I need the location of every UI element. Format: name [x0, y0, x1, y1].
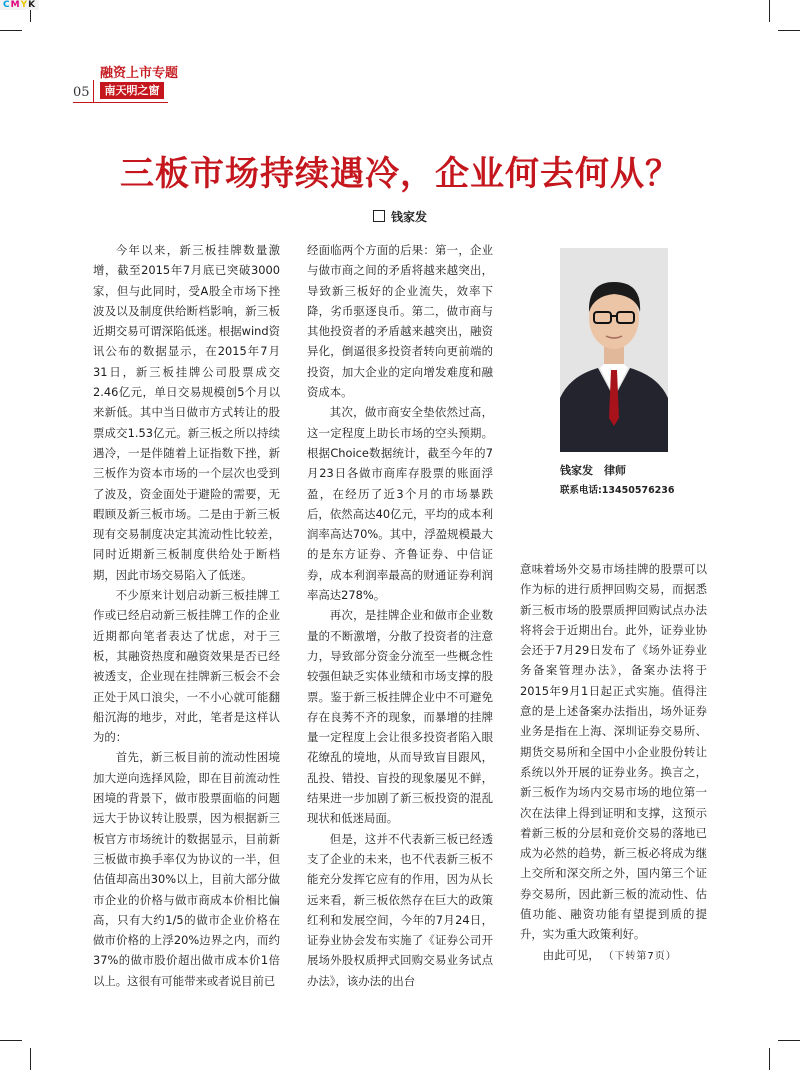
header-divider	[93, 80, 94, 102]
crop-mark	[0, 30, 22, 31]
closing-text: 由此可见，	[542, 947, 600, 962]
cmyk-print-marker: CMYK	[0, 0, 39, 10]
crop-mark	[778, 1040, 800, 1041]
header-underline	[73, 102, 168, 103]
author-caption-phone: 联系电话:13450576236	[560, 485, 675, 496]
crop-mark	[0, 1040, 22, 1041]
section-title: 融资上市专题	[100, 66, 179, 81]
body-column-2	[307, 240, 493, 991]
byline-box-icon	[373, 210, 385, 222]
paragraph: 首先，新三板目前的流动性困境加大逆向选择风险，即在目前流动性困境的背景下，做市股票面临的问题远大于协议转让股票，因为根据新三板官方市场统计的数据显示，目前新三板做市换手率仅为协议的一半，但估值却高出30%以上，目前大部分做市企业的价格与做市商成本价相比偏高，只有大约1/5的做市企业价格在做市价格的上浮20%边界之内，而约37%的做市股价超出做市成本价1倍以上。这很有可能带来或者说目前已	[93, 750, 280, 988]
crop-mark	[30, 1048, 31, 1070]
author-name: 钱家发	[390, 210, 427, 224]
portrait-illustration	[560, 248, 668, 452]
column-tag: 南天明之窗	[100, 82, 164, 99]
author-photo	[560, 248, 668, 452]
paragraph: 但是，这并不代表新三板已经透支了企业的未来，也不代表新三板不能充分发挥它应有的作用，因为从长远来看，新三板依然存在巨大的政策红利和发展空间，今年的7月24日，证券业协会发布实施了《证券公司开展场外股权质押式回购交易业务试点办法》，该办法的出台	[307, 831, 493, 988]
crop-mark	[769, 1048, 770, 1070]
paragraph: 不少原来计划启动新三板挂牌工作或已经启动新三板挂牌工作的企业近期都向笔者表达了忧虑，对于三板，其融资热度和融资效果是否已经被透支，企业现在挂牌新三板会不会正处于风口浪尖，一不小心就可能翻船沉海的地步，对此，笔者是这样认为的：	[93, 588, 280, 745]
page-number: 05	[73, 85, 90, 100]
paragraph: 其次，做市商安全垫依然过高，这一定程度上助长市场的空头预期。根据Choice数据统计，截至今年的7月23日各做市商库存股票的账面浮盈，在经历了近3个月的市场暴跌后，依然高达40亿元，平均的成本利润率高达70%。其中，浮盈规模最大的是东方证券、齐鲁证券、中信证券，成本利润率最高的财通证券利润率高达278%。	[307, 405, 493, 603]
author-caption-name: 钱家发 律师	[560, 464, 626, 477]
crop-mark	[778, 30, 800, 31]
article-title: 三板市场持续遇冷，企业何去何从？	[120, 154, 680, 194]
continued-note: （下转第7页）	[603, 950, 677, 962]
paragraph: 再次，是挂牌企业和做市企业数量的不断激增，分散了投资者的注意力，导致部分资金分流至一些概念性较强但缺乏实体业绩和市场支撑的股票。鉴于新三板挂牌企业中不可避免存在良莠不齐的现象，而暴增的挂牌量一定程度上会让很多投资者陷入眼花缭乱的境地，从而导致盲目跟风，乱投、错投、盲投的现象屡见不鲜，结果进一步加剧了新三板投资的混乱现状和低迷局面。	[307, 608, 493, 826]
paragraph-ending	[520, 945, 707, 967]
body-column-1	[93, 240, 280, 991]
article-byline	[0, 208, 800, 225]
paragraph: 今年以来，新三板挂牌数量激增，截至2015年7月底已突破3000家，但与此同时，受A股全市场下挫波及以及制度供给断档影响，新三板近期交易可谓深陷低迷。根据wind资讯公布的数据显示，在2015年7月31日，新三板挂牌公司股票成交2.46亿元，单日交易规模创5个月以来新低。其中当日做市方式转让的股票成交1.53亿元。新三板之所以持续遇冷，一是伴随着上证指数下挫，新三板作为资本市场的一个层次也受到了波及，资金面处于避险的需要，无暇顾及新三板市场。二是由于新三板现有交易制度决定其流动性比较差，同时近期新三板制度供给处于断档期，因此市场交易陷入了低迷。	[93, 243, 280, 582]
paragraph: 经面临两个方面的后果：第一，企业与做市商之间的矛盾将越来越突出，导致新三板好的企业流失，效率下降，劣币驱逐良币。第二，做市商与其他投资者的矛盾越来越突出，融资异化，倒逼很多投资者转向更前端的投资，加大企业的定向增发难度和融资成本。	[307, 243, 493, 400]
crop-mark	[769, 0, 770, 22]
body-column-3	[520, 559, 707, 967]
paragraph: 意味着场外交易市场挂牌的股票可以作为标的进行质押回购交易，而据悉新三板市场的股票质押回购试点办法将将会于近期出台。此外，证券业协会还于7月29日发布了《场外证券业务备案管理办法》，备案办法将于2015年9月1日起正式实施。值得注意的是上述备案办法指出，场外证券业务是指在上海、深圳证券交易所、期货交易所和全国中小企业股份转让系统以外开展的证券业务。换言之，新三板作为场内交易市场的地位第一次在法律上得到证明和支撑，这预示着新三板的分层和竞价交易的落地已成为必然的趋势，新三板必将成为继上交所和深交所之外，国内第三个证券交易所，因此新三板的流动性、估值功能、融资功能有望提到质的提升，实为重大政策利好。	[520, 562, 707, 942]
